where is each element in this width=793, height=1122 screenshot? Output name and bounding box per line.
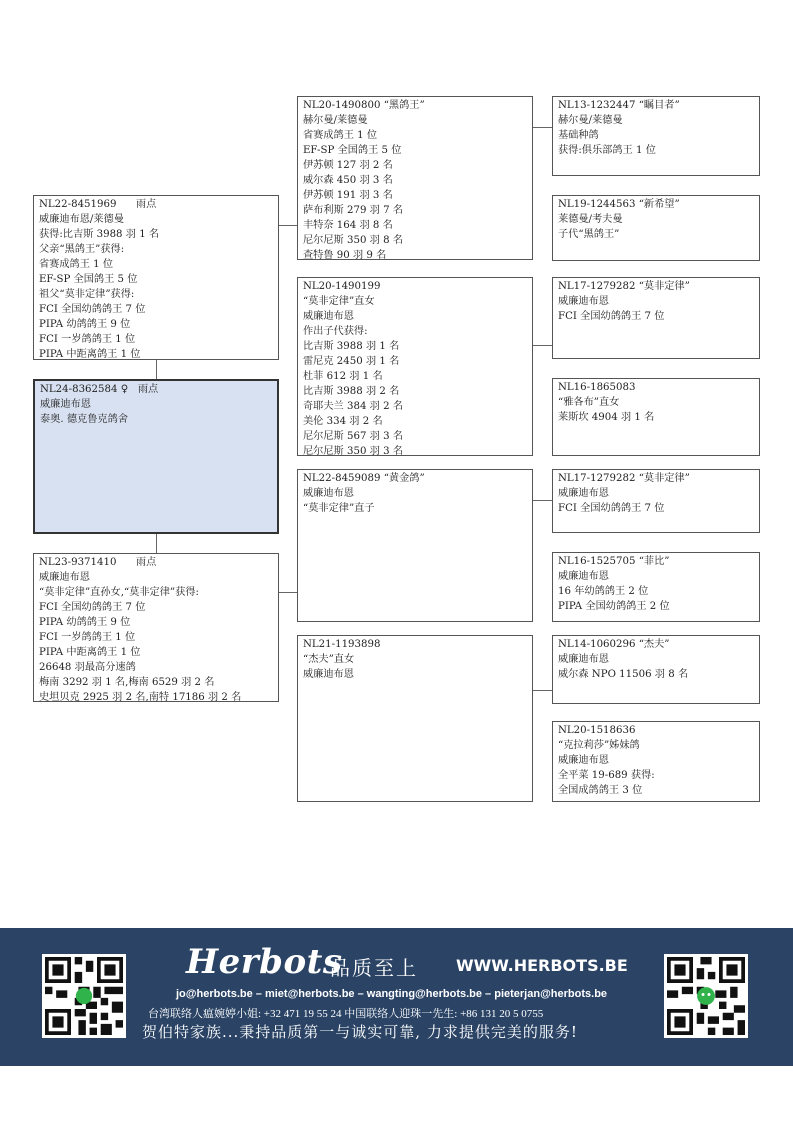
- pedigree-line: 丰特奈 164 羽 8 名: [303, 220, 393, 231]
- sire-sire-sire-box: [552, 96, 760, 176]
- pedigree-line: 史坦贝克 2925 羽 2 名,南特 17186 羽 2 名: [39, 692, 242, 702]
- pedigree-line: PIPA 幼鸽鸽王 9 位: [39, 617, 131, 628]
- sire-dam-box: [297, 277, 533, 456]
- sire-sire-box: [297, 96, 533, 260]
- pigeon-id: NL23-9371410 雨点: [39, 557, 157, 568]
- pedigree-line: PIPA 中距离鸽王 1 位: [39, 647, 141, 658]
- pedigree-line: FCI 全国幼鸽鸽王 7 位: [558, 503, 665, 514]
- footer-banner: [0, 928, 793, 1066]
- qr-code-icon: [42, 954, 126, 1038]
- pedigree-line: 雷尼克 2450 羽 1 名: [303, 356, 400, 367]
- pedigree-line: 莱斯坎 4904 羽 1 名: [558, 412, 655, 423]
- pigeon-id: NL24-8362584 ♀ 雨点: [40, 384, 159, 395]
- pedigree-line: 尼尔尼斯 350 羽 3 名: [303, 446, 404, 456]
- pedigree-line: 全国成鸽鸽王 3 位: [558, 785, 643, 796]
- pedigree-line: 威廉迪布恩: [303, 488, 354, 499]
- pigeon-id: NL19-1244563 “新希望”: [558, 199, 680, 210]
- pedigree-line: PIPA 中距离鸽王 1 位: [39, 349, 141, 360]
- pigeon-id: NL22-8451969 雨点: [39, 199, 157, 210]
- dam-dam-sire-box: [552, 635, 760, 704]
- email-contacts[interactable]: jo@herbots.be – miet@herbots.be – wangting@herbots.be – pieterjan@herbots.be: [176, 988, 608, 1000]
- pedigree-line: FCI 全国幼鸽鸽王 7 位: [558, 311, 665, 322]
- pedigree-line: 威廉迪布恩: [558, 296, 609, 307]
- pedigree-line: 杜菲 612 羽 1 名: [303, 371, 383, 382]
- pedigree-line: PIPA 全国幼鸽鸽王 2 位: [558, 601, 670, 612]
- pedigree-line: 省赛成鸽王 1 位: [303, 130, 378, 141]
- dam-sire-sire-box: [552, 469, 760, 533]
- pedigree-line: FCI 一岁鸽鸽王 1 位: [39, 632, 136, 643]
- brand-logo: Herbots: [186, 942, 343, 982]
- pedigree-line: 赫尔曼/莱德曼: [303, 115, 368, 126]
- dam-sire-dam-box: [552, 552, 760, 622]
- pedigree-line: 比吉斯 3988 羽 1 名: [303, 341, 400, 352]
- dam-box: [33, 553, 279, 702]
- pigeon-id: NL21-1193898: [303, 639, 381, 650]
- pedigree-line: “雅各布”直女: [558, 397, 620, 408]
- dam-sire-box: [297, 469, 533, 622]
- pedigree-line: 获得:比吉斯 3988 羽 1 名: [39, 229, 160, 240]
- pedigree-line: 比吉斯 3988 羽 2 名: [303, 386, 400, 397]
- pedigree-line: 威廉迪布恩: [39, 572, 90, 583]
- pigeon-id: NL22-8459089 “黄金鸽”: [303, 473, 425, 484]
- subject-box: [33, 379, 279, 534]
- sire-dam-dam-box: [552, 378, 760, 456]
- pedigree-line: 威廉迪布恩: [40, 399, 91, 410]
- pedigree-line: “莫非定律”直女: [303, 296, 375, 307]
- pedigree-line: EF-SP 全国鸽王 5 位: [39, 274, 138, 285]
- website-link[interactable]: WWW.HERBOTS.BE: [456, 956, 628, 975]
- pedigree-line: 26648 羽最高分速鸽: [39, 662, 136, 673]
- pigeon-id: NL16-1525705 “菲比”: [558, 556, 670, 567]
- pedigree-line: “莫非定律”直孙女,“莫非定律”获得:: [39, 587, 199, 598]
- tagline: 品质至上: [330, 956, 418, 980]
- dam-dam-dam-box: [552, 721, 760, 802]
- pedigree-line: 威廉迪布恩: [558, 488, 609, 499]
- pedigree-line: FCI 全国幼鸽鸽王 7 位: [39, 602, 146, 613]
- pedigree-line: 美伦 334 羽 2 名: [303, 416, 383, 427]
- pedigree-line: 基础种鸽: [558, 130, 599, 141]
- pigeon-id: NL17-1279282 “莫非定律”: [558, 281, 690, 292]
- pedigree-line: 伊苏顿 127 羽 2 名: [303, 160, 393, 171]
- pedigree-line: FCI 一岁鸽鸽王 1 位: [39, 334, 136, 345]
- pedigree-line: “克拉莉莎”姊妹鸽: [558, 740, 640, 751]
- pedigree-line: FCI 全国幼鸽鸽王 7 位: [39, 304, 146, 315]
- pedigree-line: 威尔森 NPO 11506 羽 8 名: [558, 669, 689, 680]
- pedigree-line: 获得:俱乐部鸽王 1 位: [558, 145, 656, 156]
- pedigree-line: 16 年幼鸽鸽王 2 位: [558, 586, 649, 597]
- pedigree-line: 威廉迪布恩: [558, 654, 609, 665]
- pedigree-line: 尼尔尼斯 567 羽 3 名: [303, 431, 404, 442]
- pedigree-line: 泰奥. 德克鲁克鸽舍: [40, 414, 128, 425]
- pedigree-line: 尼尔尼斯 350 羽 8 名: [303, 235, 404, 246]
- pedigree-line: 作出子代获得:: [303, 326, 368, 337]
- pigeon-id: NL20-1490800 “黑鸽王”: [303, 100, 425, 111]
- pedigree-line: 全平菜 19-689 获得:: [558, 770, 655, 781]
- pedigree-line: 奇耶夫兰 384 羽 2 名: [303, 401, 404, 412]
- pigeon-id: NL17-1279282 “莫非定律”: [558, 473, 690, 484]
- pigeon-id: NL20-1518636: [558, 725, 636, 736]
- dam-dam-box: [297, 635, 533, 802]
- pedigree-line: 莱德曼/考夫曼: [558, 214, 623, 225]
- pedigree-line: PIPA 幼鸽鸽王 9 位: [39, 319, 131, 330]
- slogan: 贺伯特家族...秉持品质第一与诚实可靠, 力求提供完美的服务!: [142, 1023, 578, 1041]
- phone-contacts: 台湾联络人瘟婉婷小姐: +32 471 19 55 24 中国联络人迎珠一先生: +86 131 20 5 0755: [148, 1008, 544, 1020]
- pigeon-id: NL16-1865083: [558, 382, 636, 393]
- pedigree-line: 子代“黑鸽王”: [558, 229, 620, 240]
- pedigree-line: 父亲“黑鸽王”获得:: [39, 244, 125, 255]
- pedigree-line: EF-SP 全国鸽王 5 位: [303, 145, 402, 156]
- pedigree-line: 威廉迪布恩: [303, 311, 354, 322]
- pigeon-id: NL20-1490199: [303, 281, 381, 292]
- pedigree-line: 威廉迪布恩/莱德曼: [39, 214, 124, 225]
- pedigree-line: 查特鲁 90 羽 9 名: [303, 250, 387, 260]
- pedigree-line: 威尔森 450 羽 3 名: [303, 175, 393, 186]
- pedigree-line: 祖父“莫非定律”获得:: [39, 289, 135, 300]
- pedigree-line: 萨布利斯 279 羽 7 名: [303, 205, 404, 216]
- pedigree-line: 伊苏顿 191 羽 3 名: [303, 190, 393, 201]
- pedigree-line: 省赛成鸽王 1 位: [39, 259, 114, 270]
- pigeon-id: NL14-1060296 “杰夫”: [558, 639, 670, 650]
- pedigree-line: 梅南 3292 羽 1 名,梅南 6529 羽 2 名: [39, 677, 215, 688]
- pigeon-id: NL13-1232447 “瞩目者”: [558, 100, 680, 111]
- sire-box: [33, 195, 279, 360]
- pedigree-line: “莫非定律”直子: [303, 503, 375, 514]
- pedigree-line: 威廉迪布恩: [558, 571, 609, 582]
- pedigree-line: 赫尔曼/莱德曼: [558, 115, 623, 126]
- wechat-icon: [664, 954, 748, 1038]
- sire-dam-sire-box: [552, 277, 760, 359]
- sire-sire-dam-box: [552, 195, 760, 261]
- pedigree-line: 威廉迪布恩: [303, 669, 354, 680]
- pedigree-line: “杰夫”直女: [303, 654, 355, 665]
- pedigree-line: 威廉迪布恩: [558, 755, 609, 766]
